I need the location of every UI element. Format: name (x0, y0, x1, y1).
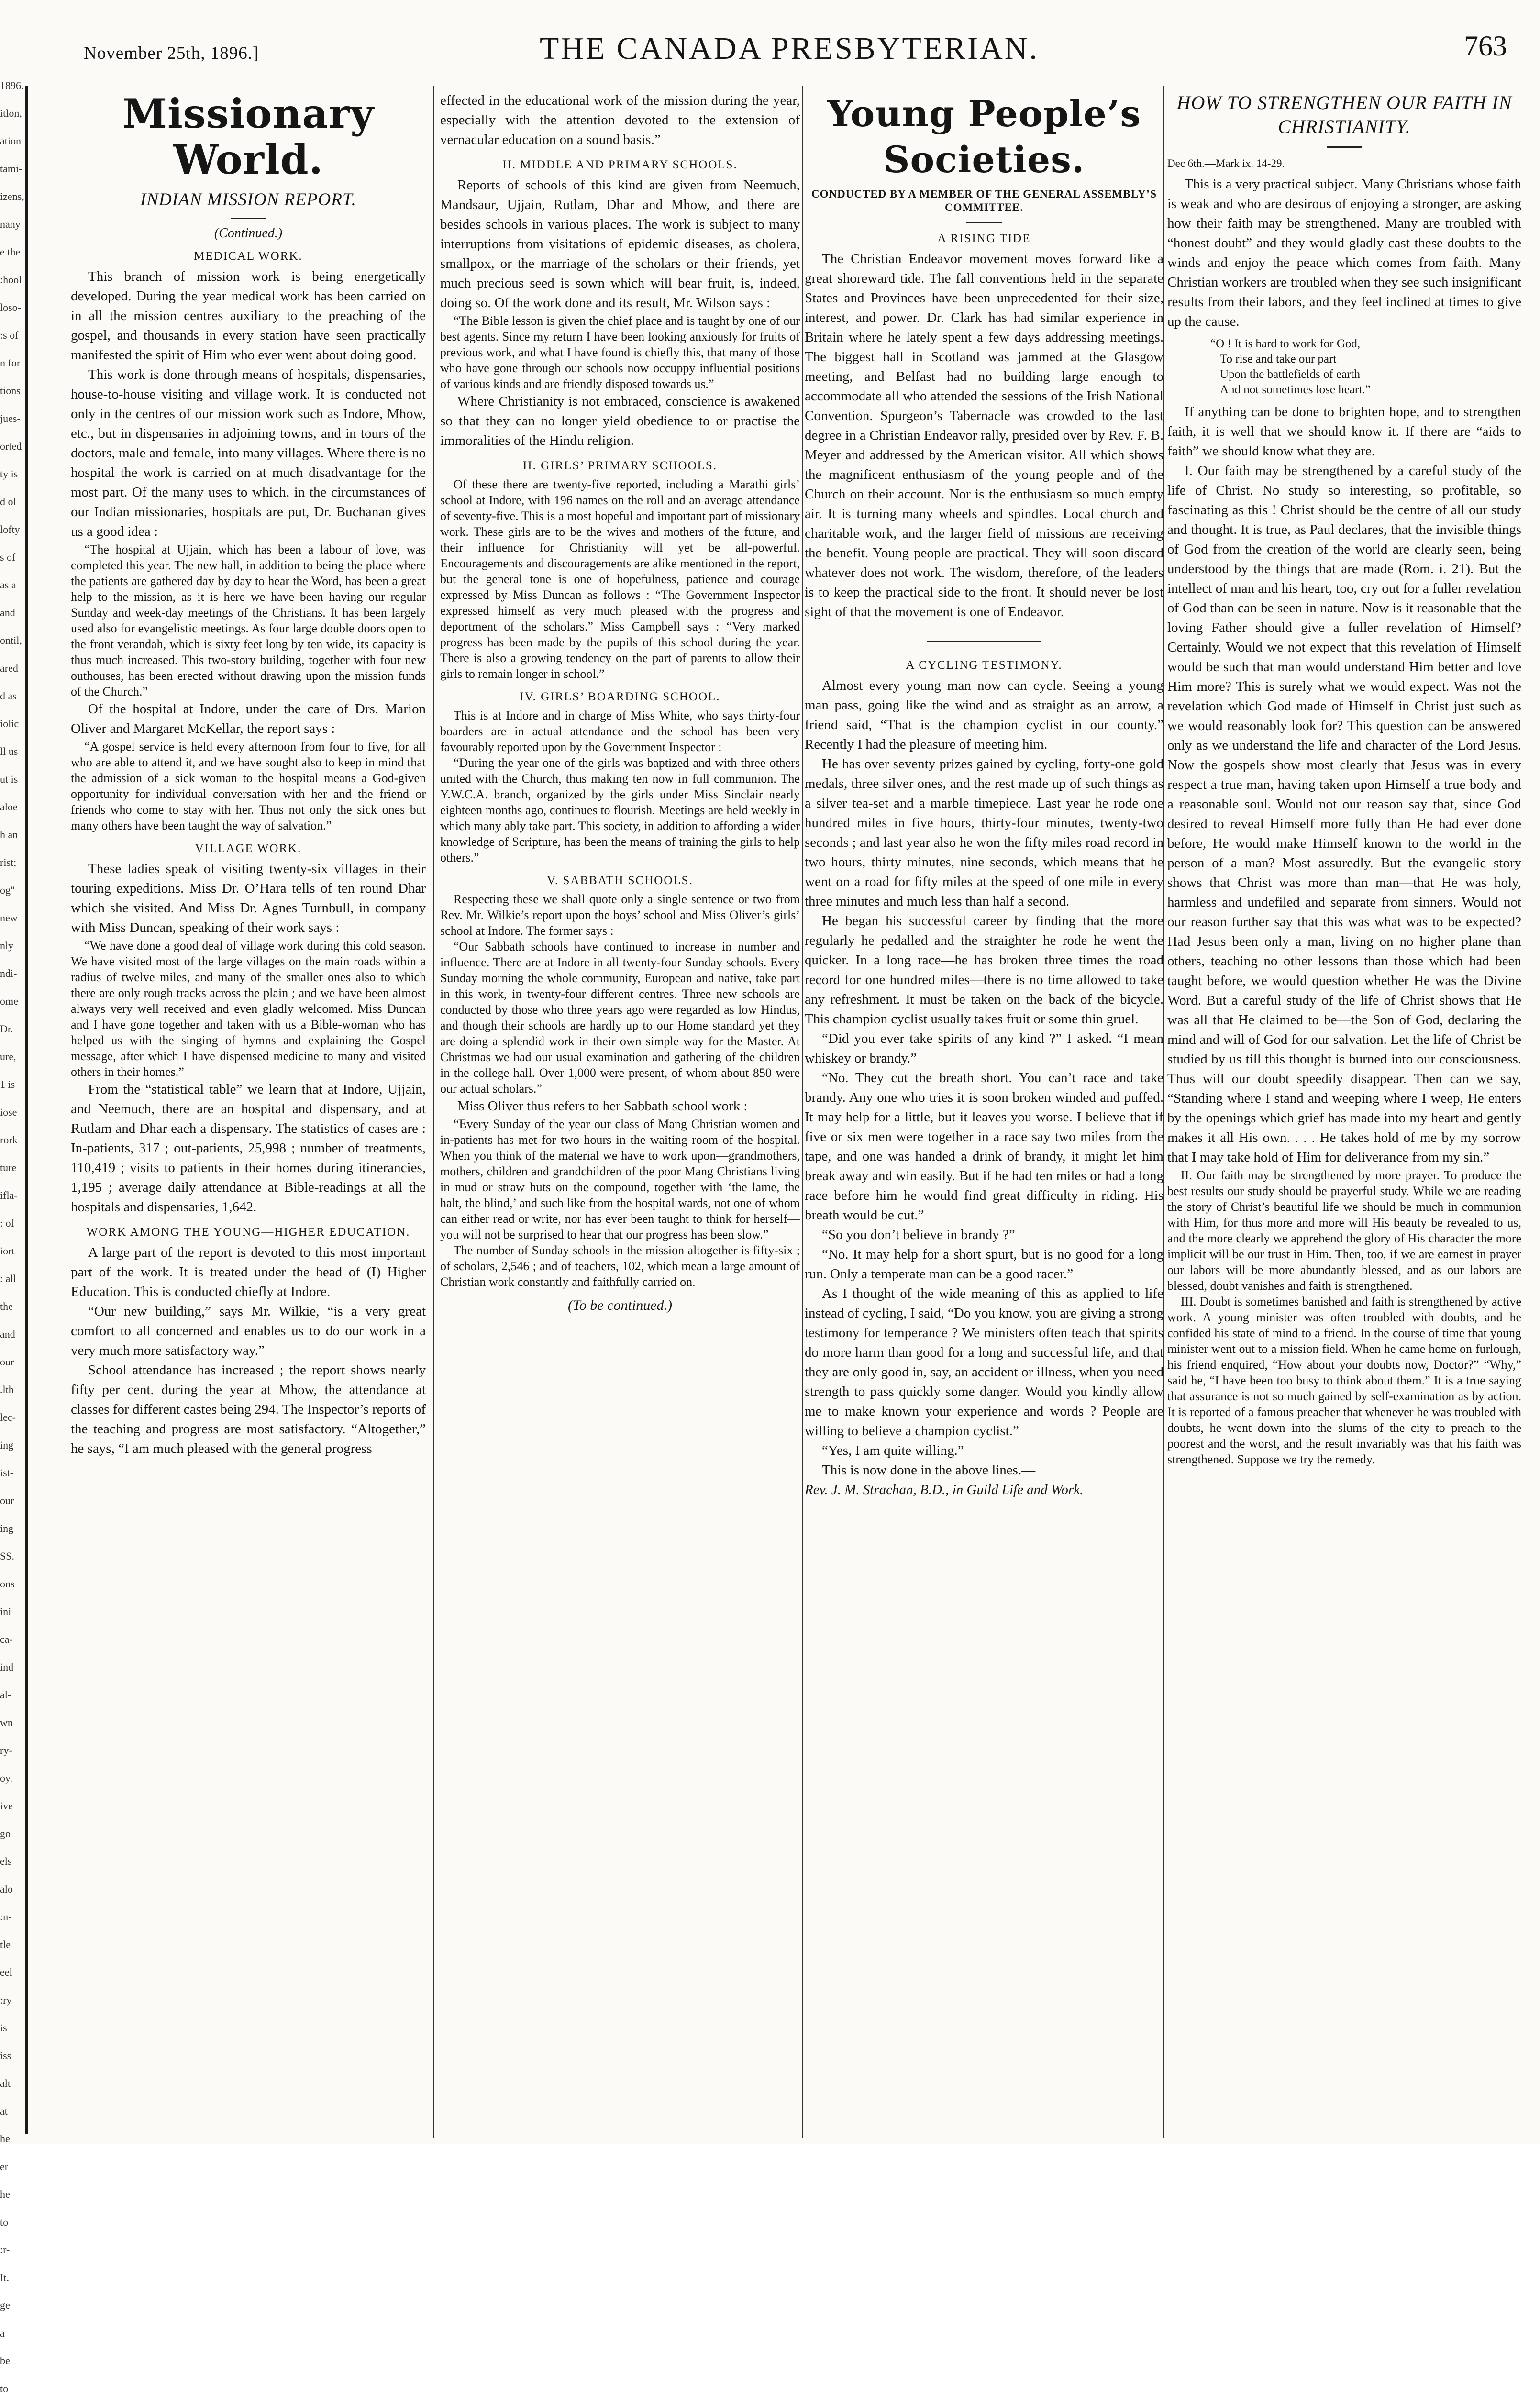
bleed-fragment: tle (0, 1938, 11, 1950)
department-title: Missionary World. (122, 90, 374, 183)
bleed-fragment: izens, (0, 190, 24, 202)
page-gutter-rule (25, 86, 28, 2134)
bleed-fragment: oy. (0, 1772, 13, 1784)
verse-line: To rise and take our part (1220, 353, 1337, 365)
bleed-fragment: ini (0, 1606, 11, 1617)
bleed-fragment: ing (0, 1522, 14, 1534)
paragraph: If anything can be done to brighten hope, and to strengthen faith, it is well that we should know it. If there are “aids to faith” we should know what they are. (1167, 404, 1521, 459)
bleed-fragment: go (0, 1827, 11, 1839)
bleed-fragment: and (0, 607, 15, 619)
bleed-fragment: ure, (0, 1051, 16, 1063)
paragraph: He began his successful career by finding that the more regularly he pedalled and the straighter he rode he went the quicker. In a long race—he has broken three times the road record for one hundred miles—there is no time allowed to take any refreshment. It must be taken on the back of the bicycle. This champion cyclist usually takes fruit or some thin gruel. (805, 913, 1163, 1027)
bleed-fragment: ive (0, 1800, 13, 1812)
bleed-fragment: ture (0, 1162, 17, 1174)
divider (1327, 146, 1362, 148)
paragraph: Where Christianity is not embraced, conscience is awakened so that they can no longer yield obedience to or practise the immoralities of the Hindu religion. (440, 394, 800, 448)
column-young-peoples-societies (805, 91, 1163, 1500)
paragraph: “Our new building,” says Mr. Wilkie, “is a very great comfort to all concerned and enables us to do our work in a very much more satisfactory way.” (71, 1304, 426, 1358)
bleed-fragment: :n- (0, 1911, 12, 1923)
bleed-fragment: :r- (0, 2244, 10, 2256)
quotation: “Our Sabbath schools have continued to increase in number and influence. There are at Indore in all twenty-four Sunday schools. Every Sunday morning the whole community, European and native, take part in this work, in twenty-four different centres. Three new schools are conducted by those who three years ago were regarded as low Hindus, and though their schools are hardly up to our Home standard yet they are doing a splendid work in their own simple way for the Master. At Christmas we had our usual examination and gathering of the children in the college hall. Over 1,000 were present, of whom about 850 were our actual scholars.” (440, 940, 800, 1096)
bleed-fragment: h an (0, 829, 18, 841)
verse-quotation (1210, 336, 1521, 398)
bleed-fragment: 1 is (0, 1078, 15, 1090)
bleed-fragment: tami- (0, 163, 22, 175)
paragraph: Of these there are twenty-five reported, including a Marathi girls’ school at Indore, with 196 names on the roll and an average attendance of seventy-five. This is a most hopeful and important part of missionary work. These girls are to be the wives and mothers of the future, and their influence for Christianity will yet be all-powerful. Encouragements and discouragements are alike mentioned in the report, but the general tone is one of hopefulness, patience and courage expressed by Miss Duncan as follows : “The Government Inspector expressed himself as very much pleased with the progress and deportment of the scholars.” Miss Campbell says : “Very marked progress has been made by the pupils of this school during the year. There is also a growing tendency on the part of parents to allow their girls to remain longer in school.” (440, 477, 800, 681)
paragraph: This is a very practical subject. Many Christians whose faith is weak and who are desirous of enjoying a stronger, are asking how their faith may be strengthened. Many are troubled with “honest doubt” and they would gladly cast these doubts to the winds and enjoy the peace which comes from faith. Many Christian workers are troubled when they see such insignificant results from their labors, and they feel inclined at times to give up the cause. (1167, 177, 1521, 329)
bleed-fragment: as a (0, 579, 16, 591)
paragraph: As I thought of the wide meaning of this as applied to life instead of cycling, I said, “Do you know, you are giving a strong testimony for temperance ? We ministers often teach that spirits do more harm than good for a long and successful life, and that they are only good in, say, an accident or illness, when you need strength to pass quickly some danger. Would you kindly allow me to make known your experience and words ? People are willing to believe a champion cyclist.” (805, 1286, 1163, 1439)
bleed-fragment: ontil, (0, 634, 22, 646)
bleed-fragment: ons (0, 1578, 15, 1590)
bleed-fragment: to (0, 2382, 9, 2392)
bleed-fragment: ca- (0, 1633, 13, 1645)
divider (231, 218, 266, 219)
to-be-continued-note: (To be continued.) (567, 1297, 673, 1313)
bleed-fragment: ifla- (0, 1189, 18, 1201)
bleed-fragment: :ry (0, 1994, 12, 2006)
bleed-fragment: jues- (0, 412, 21, 424)
bleed-fragment: lofty (0, 523, 20, 535)
verse-line: And not sometimes lose heart.” (1220, 383, 1371, 396)
adjacent-page-bleed (0, 72, 24, 2392)
bleed-fragment: lec- (0, 1411, 16, 1423)
bleed-fragment: ared (0, 662, 18, 674)
paragraph: Of the hospital at Indore, under the care of Drs. Marion Oliver and Margaret McKellar, the report says : (71, 701, 426, 736)
bleed-fragment: our (0, 1495, 14, 1506)
paragraph: This is now done in the above lines.— (822, 1462, 1036, 1478)
paragraph: effected in the educational work of the mission during the year, especially with the attention devoted to the extension of vernacular education on a sound basis.” (440, 93, 800, 147)
divider (927, 641, 1041, 642)
paragraph: Respecting these we shall quote only a single sentence or two from Rev. Mr. Wilkie’s report upon the boys’ school and Miss Oliver’s girls’ school at Indore. The former says : (440, 892, 800, 938)
paragraph: “No. It may help for a short spurt, but is no good for a long run. Only a temperate man can be a good racer.” (805, 1247, 1163, 1282)
bleed-fragment: ation (0, 135, 21, 147)
bleed-fragment: :hool (0, 274, 22, 286)
bleed-fragment: wn (0, 1716, 13, 1728)
paragraph: A large part of the report is devoted to this most important part of the work. It is treated under the head of (I) Higher Education. This is conducted chiefly at Indore. (71, 1245, 426, 1299)
bleed-fragment: ind (0, 1661, 14, 1673)
bleed-fragment: our (0, 1356, 14, 1368)
bleed-fragment: a (0, 2327, 5, 2339)
bleed-fragment: ll us (0, 745, 18, 757)
conductor-note: CONDUCTED BY A MEMBER OF THE GENERAL ASSEMBLY’S COMMITTEE. (811, 188, 1157, 213)
paragraph: II. Our faith may be strengthened by more prayer. To produce the best results our study should be prayerful study. While we are reading the story of Christ’s beautiful life we should be much in communion with Him, for thus more and more will His beauty be revealed to us, and the more clearly we apprehend the glory of His character the more implicit will be our trust in Him. Then, too, if we are earnest in prayer our labors will be more abundantly blessed, and as our labors are blessed, doubt vanishes and faith is strengthened. (1167, 1168, 1521, 1293)
bleed-fragment: els (0, 1855, 12, 1867)
paragraph: “Yes, I am quite willing.” (822, 1443, 964, 1458)
bleed-fragment: iose (0, 1106, 17, 1118)
bleed-fragment: iss (0, 2049, 11, 2061)
bleed-fragment: ing (0, 1439, 14, 1451)
bleed-fragment: nly (0, 940, 14, 952)
section-heading: V. SABBATH SCHOOLS. (547, 874, 693, 887)
scripture-reference: Dec 6th.—Mark ix. 14-29. (1167, 157, 1285, 169)
quotation: “Every Sunday of the year our class of Mang Christian women and in-patients has met for two hours in the waiting room of the hospital. When you think of the material we have to work upon—grandmothers, mothers, children and grandchildren of the poor Mang Christians living in mud or straw huts on the compound, together with ‘the lame, the halt, the blind,’ and such like from the hospital wards, not one of whom can either read or write, nor has ever been taught to think for herself—you will not be surprised to hear that our progress has been slow.” (440, 1117, 800, 1241)
bleed-fragment: .lth (0, 1384, 14, 1395)
bleed-fragment: at (0, 2105, 8, 2117)
bleed-fragment: be (0, 2355, 10, 2367)
bleed-fragment: 1896. (0, 79, 24, 91)
bleed-fragment: Dr. (0, 1023, 13, 1035)
section-heading: WORK AMONG THE YOUNG—HIGHER EDUCATION. (86, 1226, 410, 1239)
quotation: “A gospel service is held every afternoon from four to five, for all who are able to attend it, and we have sought also to keep in mind that the admission of a sick woman to the hospital means a God-given opportunity for individual conversation with her and the friend or friends who come to stay with her. Thus not only the sick ones but many others have been taught the way of salvation.” (71, 740, 426, 832)
bleed-fragment: alo (0, 1883, 13, 1895)
bleed-fragment: It. (0, 2271, 9, 2283)
section-heading: IV. GIRLS’ BOARDING SCHOOL. (520, 690, 720, 703)
bleed-fragment: d ol (0, 496, 16, 508)
bleed-fragment: itlon, (0, 107, 22, 119)
bleed-fragment: ist- (0, 1467, 14, 1479)
paragraph: This branch of mission work is being energetically developed. During the year medical work has been carried on in all the mission centres auxiliary to the preaching of the gospel, and thousands in every station have seen practically manifested the spirit of Him who ever went about doing good. (71, 269, 426, 363)
quotation: “The Bible lesson is given the chief place and is taught by one of our best agents. Since my return I have been looking anxiously for fruits of previous work, and what I have found is chiefly this, that many of those who have gone through our schools now occuppy influential positions of various kinds and are friendly disposed towards us.” (440, 314, 800, 391)
paragraph: These ladies speak of visiting twenty-six villages in their touring expeditions. Miss Dr. O’Hara tells of ten round Dhar which she visited. And Miss Dr. Agnes Turnbull, in company with Miss Duncan, speaking of their work says : (71, 861, 426, 935)
section-heading: VILLAGE WORK. (195, 842, 302, 855)
paragraph: Miss Oliver thus refers to her Sabbath school work : (457, 1098, 748, 1114)
bleed-fragment: e the (0, 246, 21, 258)
bleed-fragment: : all (0, 1273, 16, 1285)
page-header (57, 24, 1521, 67)
section-heading: A CYCLING TESTIMONY. (906, 659, 1063, 672)
column-rule (433, 86, 434, 2138)
section-heading: II. GIRLS’ PRIMARY SCHOOLS. (522, 459, 718, 472)
quotation: “We have done a good deal of village work during this cold season. We have visited most of the large villages on the main roads within a radius of twelve miles, and many of the smaller ones also to which there are only rough tracks across the plain ; and we have been almost always very well received and even gladly welcomed. Miss Duncan and I have gone together and taken with us a Bible-woman who has helped us with the singing of hymns and explaining the Gospel message, after which I have dispensed medicine to many and visited others in their homes.” (71, 939, 426, 1079)
column-rule (802, 86, 803, 2138)
department-title: Young People’s Societies. (827, 92, 1141, 181)
bleed-fragment: orted (0, 440, 22, 452)
signature-line: Rev. J. M. Strachan, B.D., in Guild Life and Work. (805, 1482, 1084, 1497)
paragraph: III. Doubt is sometimes banished and faith is strengthened by active work. A young minister was often troubled with doubts, and he confided his state of mind to a friend. In the course of time that young minister went out to a mission field. When he came home on furlough, his friend enquired, “How about your doubts now, Doctor?” “Why,” said he, “I have been too busy to think about them.” It is a true saying that assurance is not so much gained by self-examination as by action. It is reported of a famous preacher that whenever he was troubled with doubts, he went down into the slums of the city to preach to the poorest and the worst, and the result invariably was that his faith was strengthened. Suppose we try the remedy. (1167, 1295, 1521, 1466)
verse-line: Upon the battlefields of earth (1220, 368, 1360, 381)
bleed-fragment: ty is (0, 468, 18, 480)
section-heading: A RISING TIDE (937, 232, 1031, 245)
bleed-fragment: og" (0, 884, 15, 896)
paragraph: The Christian Endeavor movement moves forward like a great shoreward tide. The fall conventions held in the separate States and Provinces have been unprecedented for their size, interest, and power. Dr. Clark has had similar experience in Britain where he lately spent a few days addressing meetings. The biggest hall in Scotland was jammed at the Glasgow meeting, and Belfast had no building large enough to accommodate all who attended the sessions of the Irish National Convention. Spurgeon’s Tabernacle was crowded to the last degree in a Christian Endeavor rally, presided over by Rev. F. B. Meyer and addressed by the American visitor. All which shows the magnificent enthusiasm of the young people and of the Church on their account. Nor is the enthusiasm so much empty air. It is turning many wheels and spindles. Local church and charitable work, and the larger field of missions are receiving the benefit. Young people are practical. They will soon discard whatever does not work. The wisdom, therefore, of the leaders is to keep the practical side to the front. It should never be lost sight of that the movement is one of Endeavor. (805, 251, 1163, 620)
article-title: INDIAN MISSION REPORT. (140, 190, 356, 210)
continued-note: (Continued.) (214, 226, 283, 241)
paragraph: “No. They cut the breath short. You can’t race and take brandy. Any one who tries it is soon broken winded and puffed. It may help for a little, but it leaves you worse. I believe that if five or six men were together in a race say two miles from the tape, and one was handed a drink of brandy, it might let him break away and win easily. But if he had ten miles or had a long race before him he would find great difficulty in riding. His breath would be cut.” (805, 1070, 1163, 1223)
paragraph: He has over seventy prizes gained by cycling, forty-one gold medals, three silver ones, and the rest made up of such things as a silver tea-set and a marble timepiece. Last year he rode one hundred miles in five hours, thirty-four minutes, twenty-two seconds ; and last year also he won the fifty miles road record in two hours, thirty minutes, nine seconds, which means that he went on a road for fifty miles at the speed of one mile in every three minutes and much less than half a second. (805, 756, 1163, 909)
bleed-fragment: s of (0, 551, 16, 563)
bleed-fragment: ge (0, 2299, 10, 2311)
bleed-fragment: he (0, 2188, 10, 2200)
bleed-fragment: :s of (0, 329, 19, 341)
paragraph: School attendance has increased ; the report shows nearly fifty per cent. during the year at Mhow, the attendance at classes for different castes being 294. The Inspector’s reports of the teaching and progress are most satisfactory. “Altogether,” he says, “I am much pleased with the general progress (71, 1362, 426, 1456)
paragraph: This is at Indore and in charge of Miss White, who says thirty-four boarders are in actual attendance and the school has been very favourably reported upon by the Government Inspector : (440, 709, 800, 754)
bleed-fragment: : of (0, 1217, 14, 1229)
paragraph: “Did you ever take spirits of any kind ?” I asked. “I mean whiskey or brandy.” (805, 1031, 1163, 1066)
paragraph: From the “statistical table” we learn that at Indore, Ujjain, and Neemuch, there are an hospital and dispensary, and at Rutlam and Dhar each a dispensary. The statistics of cases are : In-patients, 317 ; out-patients, 25,998 ; number of treatments, 110,419 ; visits to patients in their homes during itinerancies, 1,195 ; average daily attendance at Bible-readings at all the hospitals and dispensaries, 1,642. (71, 1082, 426, 1215)
bleed-fragment: ndi- (0, 967, 17, 979)
bleed-fragment: iolic (0, 718, 19, 730)
divider (966, 222, 1002, 223)
bleed-fragment: iort (0, 1245, 15, 1257)
verse-line: “O ! It is hard to work for God, (1210, 337, 1361, 350)
bleed-fragment: ry- (0, 1744, 12, 1756)
column-strengthen-faith (1167, 91, 1521, 1467)
paragraph: “So you don’t believe in brandy ?” (822, 1227, 1015, 1242)
article-title: HOW TO STRENGTHEN OUR FAITH IN CHRISTIANITY. (1176, 92, 1512, 137)
paragraph: Reports of schools of this kind are given from Neemuch, Mandsaur, Ujjain, Rutlam, Dhar and Mhow, and there are besides schools in various places. The work is subject to many interruptions from visitations of epidemic diseases, as cholera, smallpox, or the marriage of the scholars or their friends, yet much precious seed is sown which will bear fruit, is, indeed, doing so. Of the work done and its result, Mr. Wilson says : (440, 177, 800, 310)
bleed-fragment: he (0, 2133, 10, 2145)
bleed-fragment: tions (0, 385, 21, 397)
bleed-fragment: nany (0, 218, 21, 230)
bleed-fragment: is (0, 2022, 7, 2034)
section-heading: MEDICAL WORK. (194, 250, 303, 263)
column-missionary-world (71, 91, 426, 1459)
bleed-fragment: to (0, 2216, 9, 2228)
paragraph: I. Our faith may be strengthened by a careful study of the life of Christ. No study so interesting, so profitable, so fascinating as this ! Christ should be the centre of all our study and thought. It is true, as Paul declares, that the invisible things of God from the creation of the world are clearly seen, being understood by the things that are made (Rom. i. 21). But the intellect of man and his heart, too, cry out for a fuller revelation of God than can be seen in nature. Now is it reasonable that the loving Father should give a fuller revelation of Himself? Certainly. Would we not expect that this revelation of Himself would be such that man would understand Him better and love Him more? This is surely what we would expect. Was not the revelation which God made of Himself in Christ just such as we would reasonably look for? This question can be answered only as we understand the life and character of the Lord Jesus. Now the gospels show most clearly that Jesus was in every respect a true man, having taken upon Himself a true body and a reasonable soul. Would not our reason say that, since God desired to reveal Himself more fully than He had ever done before, He would make Himself known to the world in the person of a man? Most assuredly. But the evangelic story shows that Christ was more than man—that He was holy, harmless and undefiled and separate from sinners. Would not our reason further say that this was what was to be expected? Had Jesus been only a man, living on no higher plane than others, teaching no other lessons than those which had been taught before, we would question whether He was the Divine Word. But a careful study of the life of Christ shows that He was all that He claimed to be—the Son of God, declaring the mind and will of God for our salvation. Let the life of Christ be studied by us till this thought is burned into our consciousness. Thus will our doubt speedily disappear. Then can we say, “Standing where I stand and weeping where I weep, He enters by the openings which grief has made into my heart and gently makes it all His own. . . . He takes hold of me by my sorrow that I may take hold of Him for deliverance from my sin.” (1167, 463, 1521, 1165)
bleed-fragment: er (0, 2160, 9, 2172)
bleed-fragment: d as (0, 690, 17, 702)
quotation: “During the year one of the girls was baptized and with three others united with the Church, thus making ten now in full communion. The Y.W.C.A. branch, organized by the girls under Miss Sinclair nearly eighteen months ago, continues to flourish. Meetings are held weekly in which many ably take part. This society, in addition to affording a wider knowledge of Scripture, has been the means of training the girls to help others.” (440, 756, 800, 864)
paragraph: This work is done through means of hospitals, dispensaries, house-to-house visiting and village work. It is conducted not only in the centres of our mission work such as Indore, Mhow, etc., but in dispensaries in adjoining towns, and in tours of the doctors, male and female, into many villages. Where there is no hospital the work is carried on at much disadvantage for the most part. Of the many uses to which, in the circumstances of our Indian missionaries, hospitals are put, Dr. Buchanan gives us a good idea : (71, 367, 426, 539)
bleed-fragment: and (0, 1328, 15, 1340)
header-page-number: 763 (1464, 30, 1507, 62)
paragraph: Almost every young man now can cycle. Seeing a young man pass, going like the wind and as straight as an arrow, a friend said, “That is the champion cyclist in our county.” Recently I had the pleasure of meeting him. (805, 678, 1163, 752)
paragraph: The number of Sunday schools in the mission altogether is fifty-six ; of scholars, 2,546 ; and of teachers, 102, which mean a large amount of Christian work constantly and faithfully carried on. (440, 1243, 800, 1289)
bleed-fragment: rork (0, 1134, 18, 1146)
bleed-fragment: n for (0, 357, 21, 369)
bleed-fragment: rist; (0, 856, 17, 868)
bleed-fragment: al- (0, 1689, 11, 1701)
bleed-fragment: eel (0, 1966, 12, 1978)
bleed-fragment: SS. (0, 1550, 14, 1562)
column-rule (1163, 86, 1164, 2138)
bleed-fragment: new (0, 912, 18, 924)
quotation: “The hospital at Ujjain, which has been a labour of love, was completed this year. The new hall, in addition to being the place where the patients are gathered day by day to hear the Word, has been a great help to the mission, as it is here we have been having our regular Sunday and week-day meetings of the Christians. It has been largely used also for evangelistic meetings. As four large double doors open to the front verandah, which is sixty feet long by ten wide, its capacity is thus much increased. This two-story building, together with four new outhouses, has been erected without drawing upon the mission funds of the Church.” (71, 543, 426, 698)
bleed-fragment: ome (0, 995, 18, 1007)
bleed-fragment: alt (0, 2077, 11, 2089)
bleed-fragment: loso- (0, 301, 21, 313)
column-mission-report-cont (440, 91, 800, 1314)
section-heading: II. MIDDLE AND PRIMARY SCHOOLS. (502, 158, 738, 171)
bleed-fragment: aloe (0, 801, 18, 813)
header-date: November 25th, 1896.] (84, 44, 259, 63)
header-title: THE CANADA PRESBYTERIAN. (540, 31, 1039, 66)
bleed-fragment: the (0, 1300, 13, 1312)
bleed-fragment: ut is (0, 773, 18, 785)
